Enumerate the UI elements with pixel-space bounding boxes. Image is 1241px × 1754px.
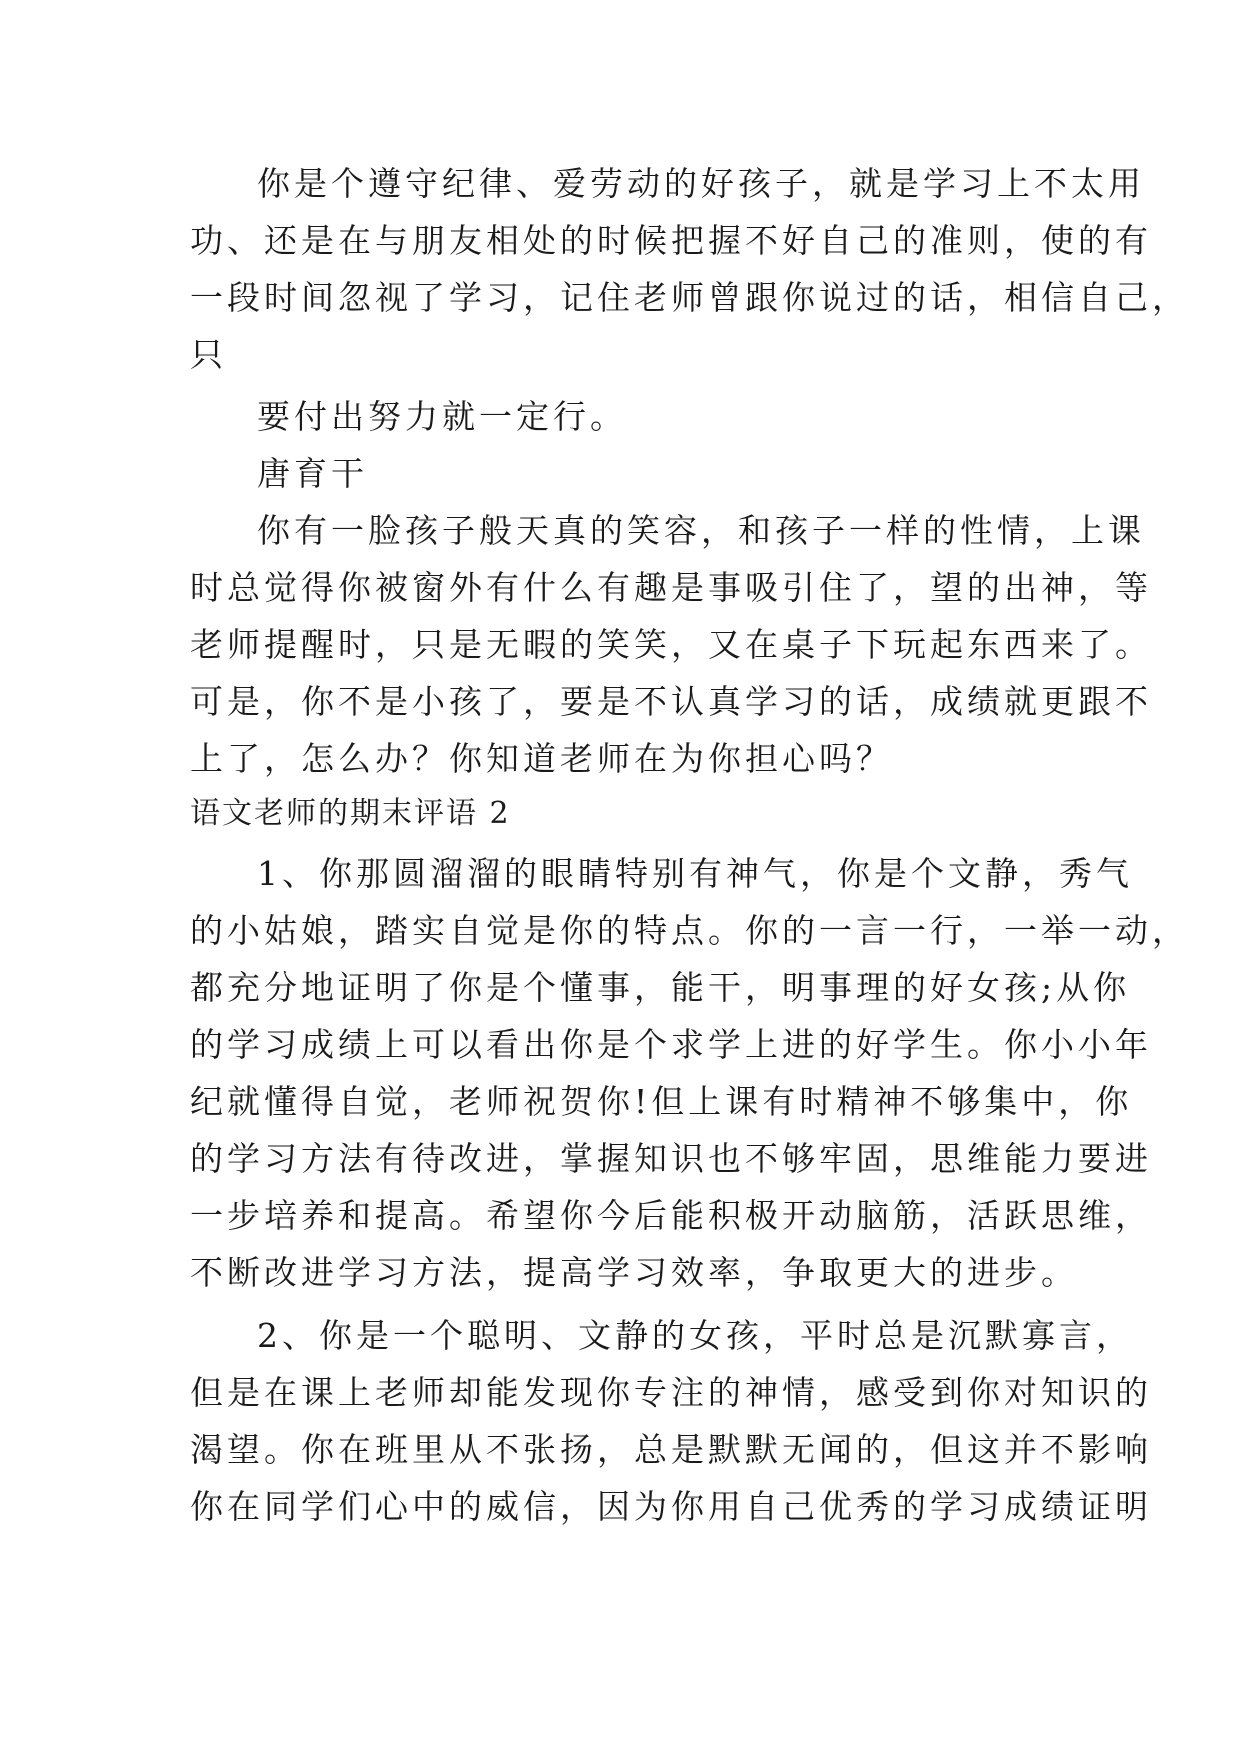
signature-name: 唐育干 (257, 454, 368, 493)
paragraph-line: 但是在课上老师却能发现你专注的神情，感受到你对知识的 (190, 1373, 1152, 1412)
paragraph-line: 一段时间忽视了学习，记住老师曾跟你说过的话，相信自己， (190, 278, 1189, 317)
paragraph-line: 渴望。你在班里从不张扬，总是默默无闻的，但这并不影响 (190, 1430, 1152, 1469)
paragraph-line: 的小姑娘，踏实自觉是你的特点。你的一言一行，一举一动， (190, 911, 1189, 950)
paragraph-line: 你在同学们心中的威信，因为你用自己优秀的学习成绩证明 (190, 1487, 1152, 1526)
paragraph-line: 你是个遵守纪律、爱劳动的好孩子，就是学习上不太用 (257, 164, 1145, 203)
paragraph-line: 都充分地证明了你是个懂事，能干，明事理的好女孩;从你 (190, 968, 1131, 1007)
paragraph-line: 纪就懂得自觉，老师祝贺你!但上课有时精神不够集中，你 (190, 1082, 1133, 1121)
paragraph-line: 2、你是一个聪明、文静的女孩，平时总是沉默寡言， (257, 1316, 1133, 1355)
paragraph-line: 的学习成绩上可以看出你是个求学上进的好学生。你小小年 (190, 1025, 1152, 1064)
paragraph-line: 要付出努力就一定行。 (257, 397, 627, 436)
paragraph-line: 你有一脸孩子般天真的笑容，和孩子一样的性情，上课 (257, 511, 1145, 550)
section-heading: 语文老师的期末评语 2 (190, 796, 511, 831)
paragraph-line: 时总觉得你被窗外有什么有趣是事吸引住了，望的出神，等 (190, 568, 1152, 607)
paragraph-line: 不断改进学习方法，提高学习效率，争取更大的进步。 (190, 1253, 1078, 1292)
paragraph-line: 一步培养和提高。希望你今后能积极开动脑筋，活跃思维， (190, 1196, 1152, 1235)
paragraph-line: 功、还是在与朋友相处的时候把握不好自己的准则，使的有 (190, 221, 1152, 260)
paragraph-line: 老师提醒时，只是无暇的笑笑，又在桌子下玩起东西来了。 (190, 625, 1152, 664)
paragraph-line: 上了，怎么办？你知道老师在为你担心吗？ (190, 739, 893, 778)
paragraph-line: 1、你那圆溜溜的眼睛特别有神气，你是个文静，秀气 (257, 854, 1133, 893)
paragraph-line: 只 (190, 335, 227, 374)
paragraph-line: 可是，你不是小孩了，要是不认真学习的话，成绩就更跟不 (190, 682, 1152, 721)
paragraph-line: 的学习方法有待改进，掌握知识也不够牢固，思维能力要进 (190, 1139, 1152, 1178)
